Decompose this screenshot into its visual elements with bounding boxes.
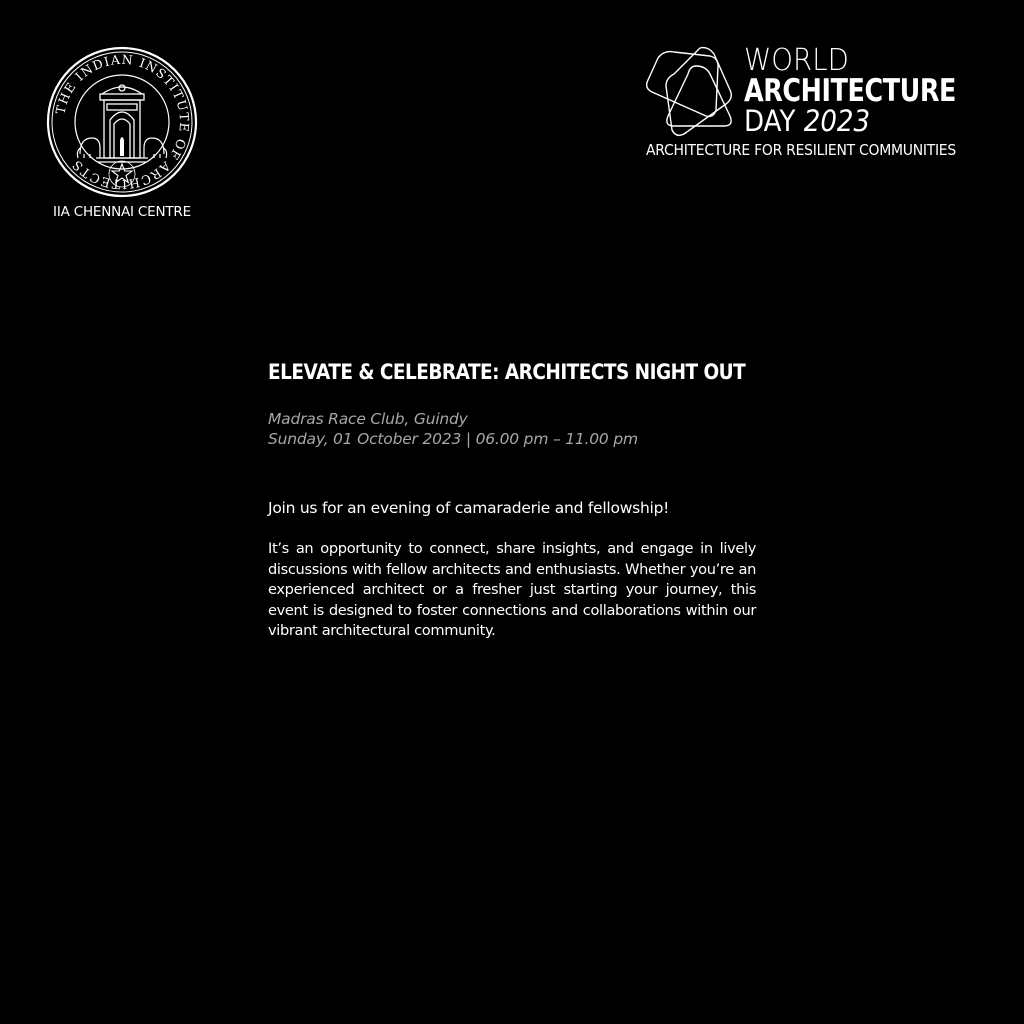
event-title: ELEVATE & CELEBRATE: ARCHITECTS NIGHT OUT [268,360,746,384]
triangles-logo-icon [644,46,740,138]
event-details [268,360,756,642]
iia-caption: IIA CHENNAI CENTRE [53,204,191,220]
wad-title [744,43,1003,138]
event-intro: Join us for an evening of camaraderie and fellowship! [268,499,670,517]
iia-seal-icon [44,44,200,200]
wad-title-line2: ARCHITECTURE [744,73,956,109]
world-architecture-day-logo [644,44,984,169]
wad-day-word: DAY [744,104,796,138]
iia-seal-text: THE INDIAN INSTITUTE OF ARCHITECTS [52,51,193,193]
wad-title-line3 [744,106,977,136]
wad-tagline: ARCHITECTURE FOR RESILIENT COMMUNITIES [646,141,956,159]
wad-title-line1: WORLD [744,43,849,78]
iia-logo-block [44,44,200,220]
event-venue: Madras Race Club, Guindy [268,410,468,428]
wad-year: 2023 [803,104,871,138]
event-description: It’s an opportunity to connect, share insights, and engage in lively discussions with fellow architects and enthusiasts. Whether you’re an experienced architect or a fresher just starting your journey, this event is designed to foster connections and collaborations within our vibrant architectural community. [268,540,756,640]
event-datetime: Sunday, 01 October 2023 | 06.00 pm – 11.00 pm [268,430,638,448]
